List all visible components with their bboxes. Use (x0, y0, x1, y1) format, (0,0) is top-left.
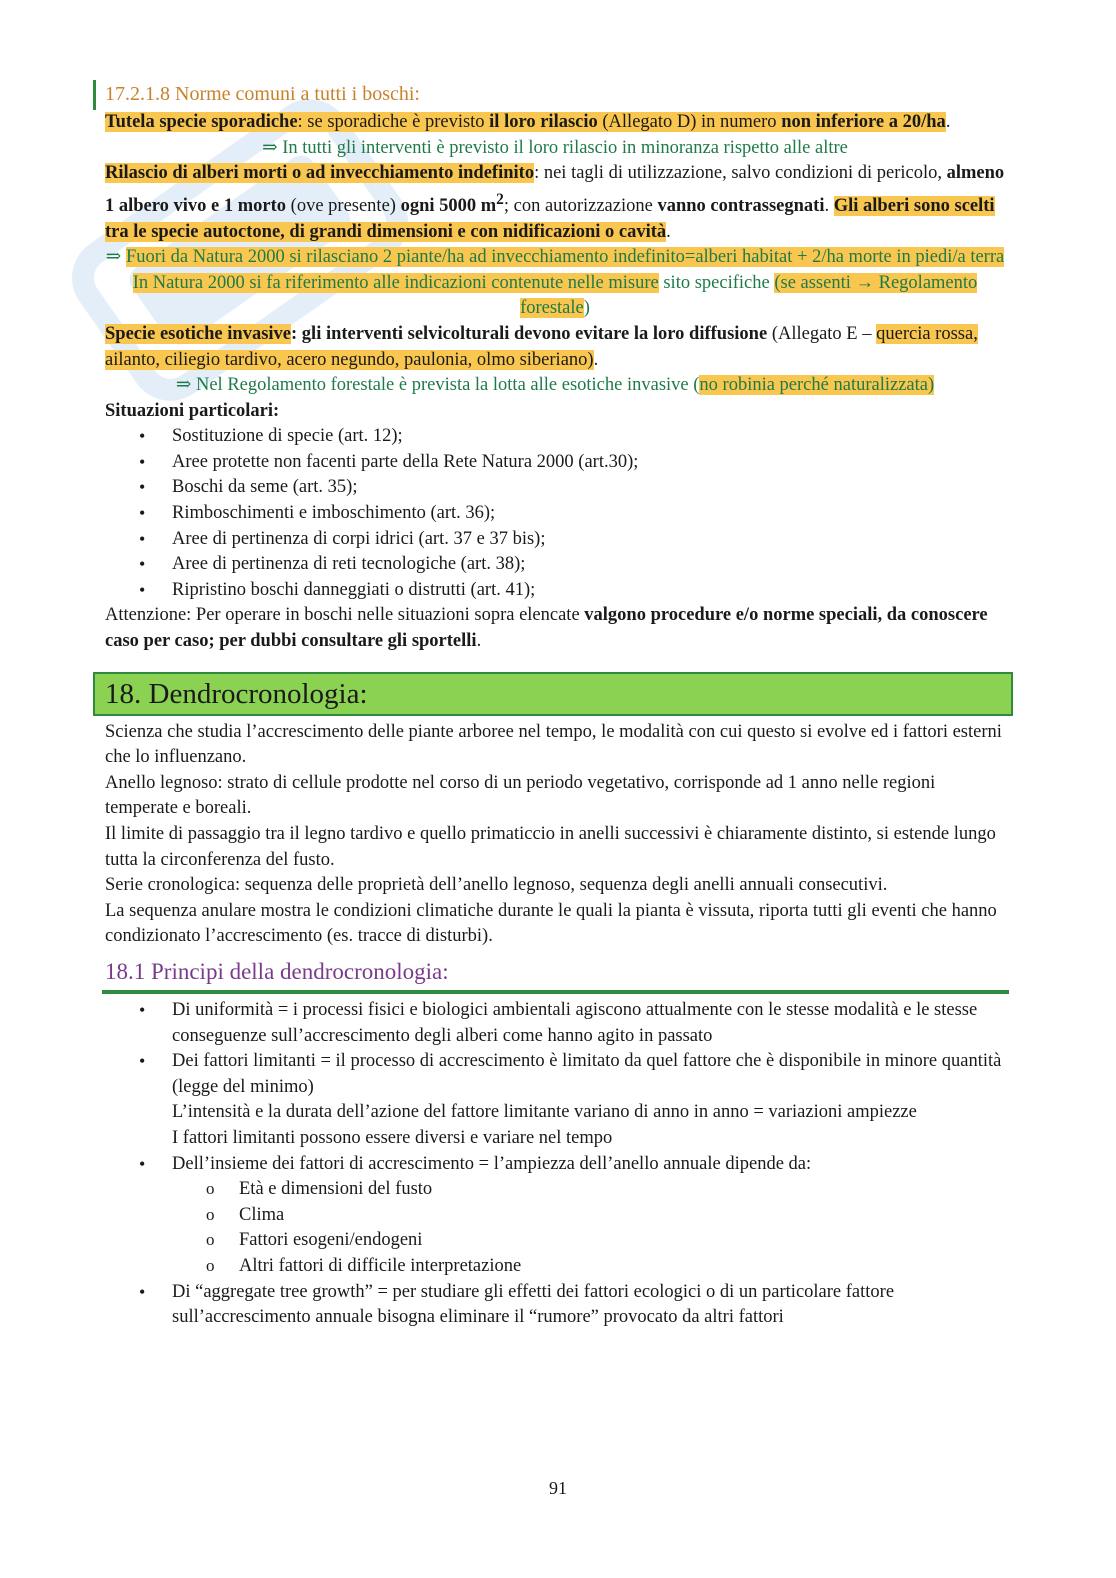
paragraph-tutela: Tutela specie sporadiche: se sporadiche è previsto il loro rilascio (Allegato D) in numero non inferiore a 20/ha. (105, 112, 951, 132)
page-number: 91 (549, 1478, 567, 1498)
situazioni-list (105, 424, 1005, 603)
section-18-heading: 18. Dendrocronologia: (93, 672, 1013, 716)
sublist-item: o Età e dimensioni del fusto (239, 1177, 1005, 1203)
list-item: • Di uniformità = i processi fisici e biologici ambientali agiscono attualmente con le stesse modalità e le stesse conseguenze sull’accrescimento degli alberi come hanno agito in passato (172, 998, 1005, 1049)
paragraph-anello-legnoso: Anello legnoso: strato di cellule prodotte nel corso di un periodo vegetativo, corrisponde ad 1 anno nelle regioni temperate e boreali. (105, 772, 936, 819)
situazioni-heading: Situazioni particolari: (105, 400, 280, 421)
paragraph-rilascio-alberi: Rilascio di alberi morti o ad invecchiamento indefinito: nei tagli di utilizzazione, salvo condizioni di pericolo, almeno 1 albero vivo e 1 morto (ove presente) ogni 5000 $m^2$; con autorizzazione vanno contrassegnati. Gli alberi sono scelti tra le specie autoctone, di grandi dimensioni e con nidificazioni o cavità. (105, 163, 1005, 242)
page-content (105, 80, 1005, 1331)
note-regolamento-esotiche: ⇒ Nel Regolamento forestale è prevista la lotta alle esotiche invasive (no robinia perché naturalizzata) (175, 375, 935, 396)
list-item: • Boschi da seme (art. 35); (172, 475, 1005, 501)
list-item: • Dell’insieme dei fattori di accrescimento = l’ampiezza dell’anello annuale dipende da: o Età e dimensioni del fusto o Clima o Fattori esogeni/endogeni o Altri fattori di difficile interpretazione (172, 1152, 1005, 1280)
list-item: • Dei fattori limitanti = il processo di accrescimento è limitato da quel fattore che è disponibile in minore quantità (legge del minimo) L’intensità e la durata dell’azione del fattore limitante variano di anno in anno = variazioni ampiezze I fattori limitanti possono essere diversi e variare nel tempo (172, 1049, 1005, 1151)
section-18-1-heading: 18.1 Principi della dendrocronologia: (102, 956, 1009, 994)
list-item: • Aree di pertinenza di corpi idrici (art. 37 e 37 bis); (172, 527, 1005, 553)
list-item: • Rimboschimenti e imboschimento (art. 36); (172, 501, 1005, 527)
sublist-item: o Fattori esogeni/endogeni (239, 1228, 1005, 1254)
note-in-natura-2000: In Natura 2000 si fa riferimento alle indicazioni contenute nelle misure sito specifiche (se assenti → Regolamento forestale) (132, 272, 978, 319)
note-fuori-natura-2000: ⇒ Fuori da Natura 2000 si rilasciano 2 piante/ha ad invecchiamento indefinito=alberi habitat + 2/ha morte in piedi/a terra (105, 247, 1005, 268)
paragraph-serie-cronologica: Serie cronologica: sequenza delle proprietà dell’anello legnoso, sequenza degli anelli annuali consecutivi. (105, 875, 888, 896)
paragraph-limite-passaggio: Il limite di passaggio tra il legno tardivo e quello primaticcio in anelli successivi è chiaramente distinto, si estende lungo tutta la circonferenza del fusto. (105, 824, 996, 870)
section-17-2-1-8-heading: 17.2.1.8 Norme comuni a tutti i boschi: (105, 80, 1005, 108)
paragraph-specie-esotiche: Specie esotiche invasive: gli interventi selvicolturali devono evitare la loro diffusione (Allegato E – quercia rossa, ailanto, ciliegio tardivo, acero negundo, paulonia, olmo siberiano). (105, 323, 978, 370)
list-item: • Di “aggregate tree growth” = per studiare gli effetti dei fattori ecologici o di un particolare fattore sull’accrescimento annuale bisogna eliminare il “rumore” provocato da altri fattori (172, 1280, 1005, 1331)
term-tutela: Tutela specie sporadiche (105, 112, 298, 132)
list-item: • Aree protette non facenti parte della Rete Natura 2000 (art.30); (172, 450, 1005, 476)
paragraph-sequenza-anulare: La sequenza anulare mostra le condizioni climatiche durante le quali la pianta è vissuta, riporta tutti gli eventi che hanno condizionato l’accrescimento (es. tracce di disturbi). (105, 900, 997, 947)
sublist-item: o Altri fattori di difficile interpretazione (239, 1254, 1005, 1280)
list-item: • Sostituzione di specie (art. 12); (172, 424, 1005, 450)
fattori-sublist (172, 1177, 1005, 1279)
note-rilascio-minoranza: ⇒ In tutti gli interventi è previsto il loro rilascio in minoranza rispetto alle altre (262, 137, 848, 158)
paragraph-attenzione: Attenzione: Per operare in boschi nelle situazioni sopra elencate valgono procedure e/o norme speciali, da conoscere caso per caso; per dubbi consultare gli sportelli. (105, 605, 988, 652)
paragraph-scienza: Scienza che studia l’accrescimento delle piante arboree nel tempo, le modalità con cui questo si evolve ed i fattori esterni che lo influenzano. (105, 721, 1002, 768)
list-item: • Aree di pertinenza di reti tecnologiche (art. 38); (172, 552, 1005, 578)
sublist-item: o Clima (239, 1203, 1005, 1229)
list-item: • Ripristino boschi danneggiati o distrutti (art. 41); (172, 578, 1005, 604)
principi-list (105, 998, 1005, 1331)
